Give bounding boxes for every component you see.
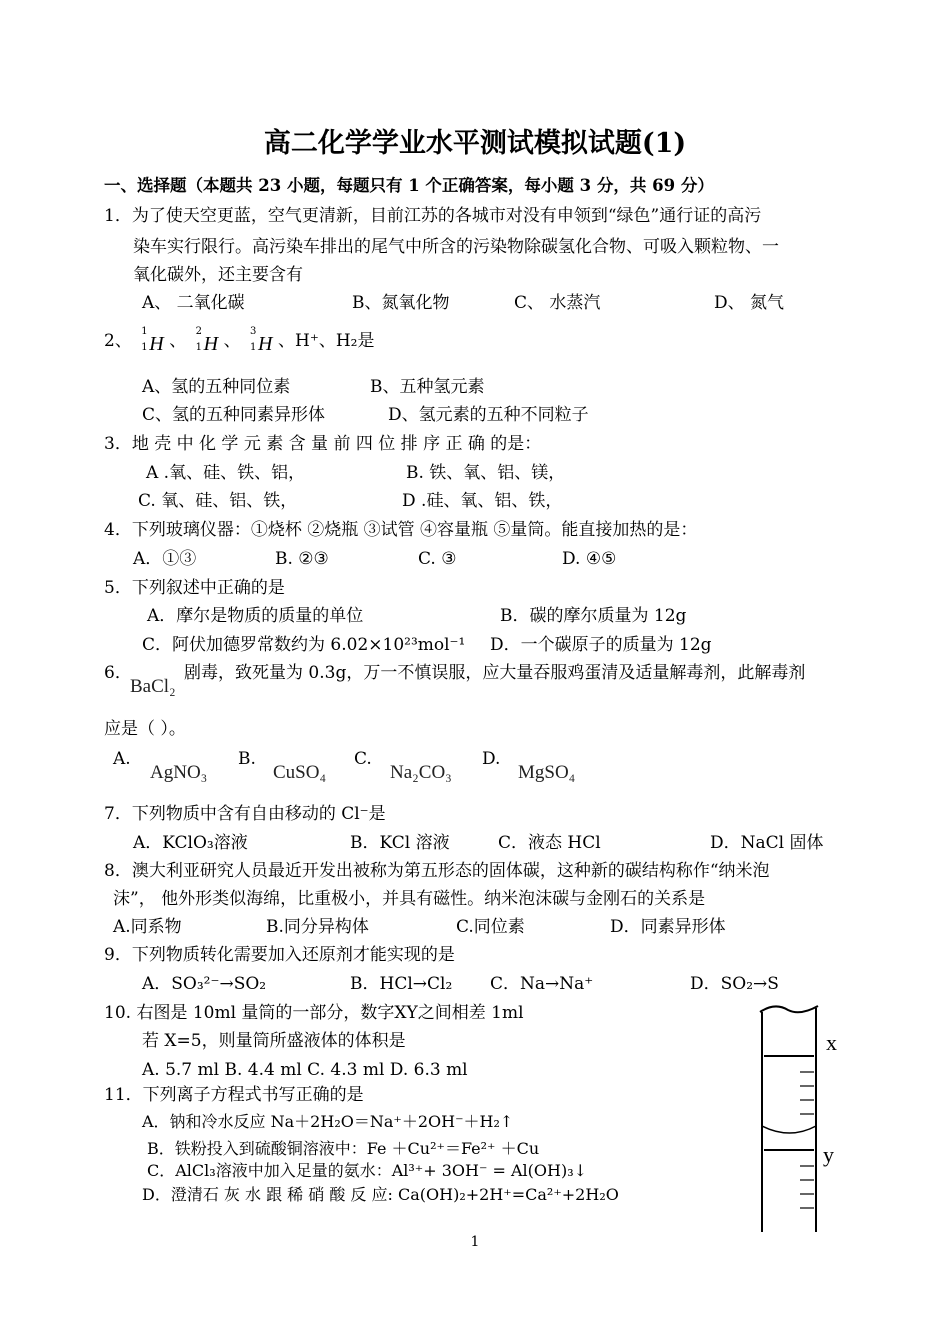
q8-option-a: A.同系物 [113,917,182,937]
q3-option-b: B. 铁、氧、铝、镁， [406,463,566,483]
label-y: y [823,1142,834,1167]
q2-option-b: B、五种氢元素 [370,377,485,397]
q9-stem: 9．下列物质转化需要加入还原剂才能实现的是 [104,945,455,965]
q4-option-d: D. ④⑤ [562,549,617,569]
atomic-number: 1 [250,341,257,353]
q11-stem: 11．下列离子方程式书写正确的是 [104,1085,364,1105]
q3-stem: 3．地 壳 中 化 学 元 素 含 量 前 四 位 排 序 正 确 的是： [104,434,542,454]
q3-option-d: D .硅、氧、铝、铁， [402,491,563,511]
mass-number: 3 [250,325,257,337]
q8-option-d: D．同素异形体 [610,917,726,937]
q6-option-b-label: B. [238,749,256,769]
q6-option-d: MgSO₄ [518,762,576,783]
q9-option-a: A．SO₃²⁻→SO₂ [142,974,267,994]
q1-option-a: A、 二氧化碳 [142,293,245,313]
isotope-h2 [192,327,224,357]
q7-option-b: B．KCl 溶液 [350,833,450,853]
element-symbol: H [203,332,219,355]
atomic-number: 1 [141,341,148,353]
q4-option-a: A．①③ [133,549,197,569]
mass-number: 1 [141,325,148,337]
q6-stem: 剧毒，致死量为 0.3g，万一不慎误服，应大量吞服鸡蛋清及适量解毒剂，此解毒剂 [184,663,806,683]
q5-option-d: D．一个碳原子的质量为 12g [490,635,712,655]
q6-option-b: CuSO₄ [273,762,327,783]
page-title: 高二化学学业水平测试模拟试题(1) [263,128,687,159]
q4-stem: 4．下列玻璃仪器：①烧杯 ②烧瓶 ③试管 ④容量瓶 ⑤量筒。能直接加热的是： [104,520,698,540]
atomic-number: 1 [195,341,203,353]
separator: 、 [223,331,241,351]
q9-option-b: B．HCl→Cl₂ [350,974,453,994]
q2-stem [104,326,375,357]
q6-option-a: AgNO₃ [150,762,208,783]
q4-option-b: B. ②③ [275,549,329,569]
q8-line2: 沫”， 他外形类似海绵，比重极小，并具有磁性。纳米泡沫碳与金刚石的关系是 [113,889,706,909]
q7-option-c: C．液态 HCl [498,833,601,853]
q6-option-c: Na₂CO₃ [390,762,452,783]
q10-stem: 10. 右图是 10ml 量筒的一部分，数字XY之间相差 1ml [104,1003,524,1023]
q7-option-a: A．KClO₃溶液 [133,833,248,853]
q1-option-c: C、 水蒸汽 [514,293,601,313]
q5-option-a: A．摩尔是物质的质量的单位 [147,606,364,626]
q8-line1: 8．澳大利亚研究人员最近开发出被称为第五形态的固体碳，这种新的碳结构称作“纳米泡 [104,861,770,881]
q8-option-c: C.同位素 [456,917,525,937]
section-heading: 一、选择题（本题共 23 小题，每题只有 1 个正确答案，每小题 3 分，共 69 分） [104,176,714,195]
page-number: 1 [470,1234,480,1250]
q9-option-d: D．SO₂→S [690,974,779,994]
q5-option-b: B．碳的摩尔质量为 12g [500,606,687,626]
q6-formula: BaCl₂ [130,676,176,697]
q8-option-b: B.同分异构体 [266,917,369,937]
q6-option-a-label: A. [113,749,131,769]
q3-option-a: A .氧、硅、铁、铝， [146,463,306,483]
q1-line2: 染车实行限行。高污染车排出的尾气中所含的污染物除碳氢化合物、可吸入颗粒物、一 [133,237,779,257]
q9-option-c: C．Na→Na⁺ [490,974,594,994]
q5-option-c: C．阿伏加德罗常数约为 6.02×10²³mol⁻¹ [142,635,466,655]
element-symbol: H [149,332,164,355]
q2-option-d: D、氢元素的五种不同粒子 [388,405,589,425]
q11-option-b: B．铁粉投入到硫酸铜溶液中：Fe ＋Cu²⁺＝Fe²⁺ ＋Cu [147,1139,540,1158]
q1-line1: 1．为了使天空更蓝，空气更清新，目前江苏的各城市对没有申领到“绿色”通行证的高污 [104,206,762,226]
measuring-cylinder-figure [730,1000,830,1240]
q2-number: 2、 [104,331,132,351]
q6-option-c-label: C. [354,749,372,769]
q11-option-a: A．钠和冷水反应 Na＋2H₂O＝Na⁺＋2OH⁻＋H₂↑ [142,1112,514,1131]
q4-option-c: C. ③ [418,549,457,569]
q7-option-d: D．NaCl 固体 [710,833,824,853]
q11-option-d: D．澄清石 灰 水 跟 稀 硝 酸 反 应: Ca(OH)₂+2H⁺=Ca²⁺+2H₂O [142,1185,619,1204]
q10-options: A. 5.7 ml B. 4.4 ml C. 4.3 ml D. 6.3 ml [142,1060,468,1080]
label-x: x [826,1030,837,1055]
q10-stem2: 若 X=5，则量筒所盛液体的体积是 [142,1031,406,1051]
q3-option-c: C. 氧、硅、铝、铁， [138,491,298,511]
separator: 、 [169,331,187,351]
q5-stem: 5．下列叙述中正确的是 [104,578,285,598]
q11-option-c: C．AlCl₃溶液中加入足量的氨水：Al³⁺+ 3OH⁻ = Al(OH)₃↓ [147,1161,588,1180]
q2-tail: 、H⁺、H₂是 [278,331,375,351]
q6-option-d-label: D. [482,749,501,769]
q1-option-d: D、 氮气 [714,293,785,313]
q6-stem2: 应是（ ）。 [104,719,186,739]
isotope-h3 [246,327,278,357]
mass-number: 2 [195,325,203,337]
element-symbol: H [258,332,273,355]
q1-option-b: B、氮氧化物 [352,293,450,313]
q2-option-a: A、氢的五种同位素 [142,377,291,397]
isotope-h1 [137,327,169,357]
q7-stem: 7．下列物质中含有自由移动的 Cl⁻是 [104,804,386,824]
q2-option-c: C、氢的五种同素异形体 [142,405,326,425]
q6-number: 6． [104,663,132,683]
q1-line3: 氧化碳外，还主要含有 [133,265,303,285]
